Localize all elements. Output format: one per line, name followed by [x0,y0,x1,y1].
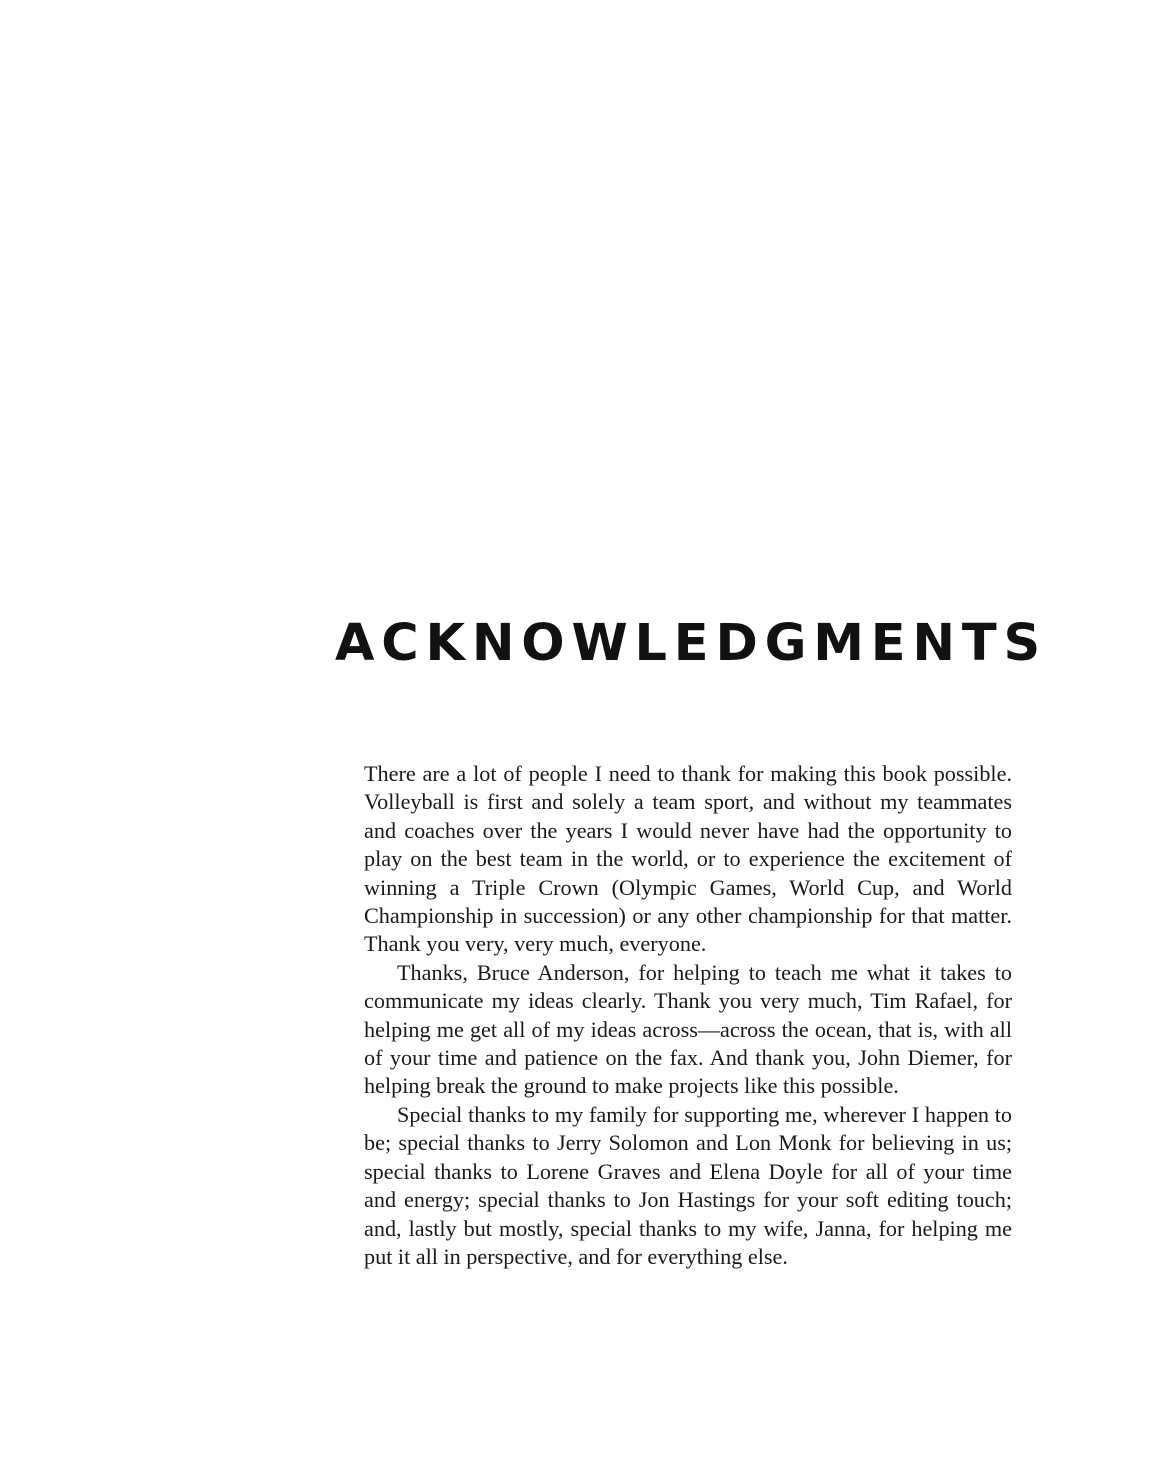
paragraph-3: Special thanks to my family for supporting me, wherever I happen to be; special thanks to Jerry Solomon and Lon Monk for believing in us; special thanks to Lorene Graves and Elena Doyle for all of your time and energy; special thanks to Jon Hastings for your soft editing touch; and, lastly but mostly, special thanks to my wife, Janna, for helping me put it all in perspective, and for everything else. [364,1101,1012,1269]
paragraph-2: Thanks, Bruce Anderson, for helping to teach me what it takes to communicate my ideas clearly. Thank you very much, Tim Rafael, for helping me get all of my ideas across—across the ocean, that is, with all of your time and patience on the fax. And thank you, John Diemer, for helping break the ground to make projects like this possible. [364,959,1012,1099]
acknowledgments-body [364,760,1012,1271]
paragraph-1: There are a lot of people I need to thank for making this book possible. Volleyball is first and solely a team sport, and without my teammates and coaches over the years I would never have had the opportunity to play on the best team in the world, or to experience the excitement of winning a Triple Crown (Olympic Games, World Cup, and World Championship in succession) or any other championship for that matter. Thank you very, very much, everyone. [364,761,1012,957]
page-title: ACKNOWLEDGMENTS [335,614,1048,673]
